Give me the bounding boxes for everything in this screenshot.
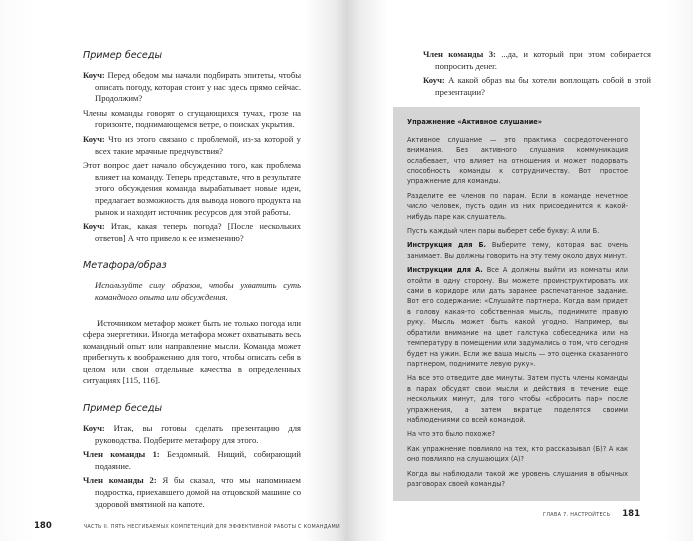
dialog-line (83, 475, 301, 510)
exercise-paragraph: Разделите ее членов по парам. Если в команде нечетное число человек, пусть один из них присоединится к какой-нибудь паре как слушатель. (407, 191, 628, 221)
speaker: Член команды 1: (83, 449, 160, 460)
italic-note: Используйте силу образов, чтобы ухватить суть командного опыта или обсуждения. (95, 280, 301, 302)
exercise-paragraph: Как упражнение повлияло на тех, кто рассказывал (Б)? А как оно повлияло на слушающих (А)? (407, 444, 628, 464)
exercise-title: Упражнение «Активное слушание» (407, 118, 543, 127)
exercise-paragraph: Когда вы наблюдали такой же уровень слушания в обычных разговорах своей команды? (407, 469, 628, 488)
right-page-column (393, 49, 652, 520)
left-page-column (34, 49, 340, 532)
exercise-box (393, 107, 640, 501)
dialog-line (83, 134, 301, 157)
section-heading: Метафора/образ (83, 260, 167, 272)
right-footer (393, 501, 640, 519)
speaker: Член команды 2: (83, 475, 157, 486)
exercise-paragraph: На что это было похоже? (407, 430, 495, 439)
dialog-text: А какой образ вы бы хотели воплощать собой в этой презентации? (435, 75, 651, 97)
speaker: Коуч: (83, 221, 105, 232)
dialog-text: Я бы сказал, что мы напоминаем подростка, приехавшего домой на отцовской машине со здоровой вмятиной на капоте. (95, 475, 301, 509)
instruction-label: Инструкция для Б. (407, 241, 486, 250)
page-number: 180 (34, 521, 52, 532)
dialog-text: ...да, и который при этом собирается попросить денег. (435, 49, 652, 71)
body-paragraph: Источником метафор может быть не только погода или сфера энергетики. Иногда метафора может охватывать весь командный опыт или направление мысли. Команда может прибегнуть к воображению для того, чтобы описать себя в целом или свои отдельные качества в определенных ситуациях [115, 116]. (83, 317, 301, 386)
dialog-text: Что из этого связано с проблемой, из-за которой у всех такие мрачные предчувствия? (95, 133, 301, 156)
speaker: Коуч: (423, 75, 445, 86)
dialog-line (423, 49, 651, 72)
exercise-paragraph (407, 240, 628, 261)
exercise-paragraph (407, 265, 628, 369)
page-number: 181 (622, 509, 640, 520)
instruction-text: Все А должны выйти из комнаты или отойти в одну сторону. Вы можете проинструктировать их сами в коридоре или дать заранее распечатанное задание. Вот его содержание: «Слушайте партнера. Когда вам придет в голову какая-то собственная мысль, поднимите правую руку. Мысль может быть какой угодно. Например, вы обратили внимание на цвет галстука собеседника или на температуру в помещении или задумались о том, что сегодня будет на ужин. Если же ваша мысль — это оценка сказанного партнером, поднимите левую руку». (407, 266, 629, 368)
exercise-paragraph: На все это отведите две минуты. Затем пусть члены команды в парах обсудят свои мысли и действия в течение еще нескольких минут, для того чтобы «сбросить пар» после упражнения, а затем вкратце поделятся своими наблюдениями со всей командой. (407, 374, 628, 424)
section-heading: Пример беседы (83, 403, 163, 415)
dialog-line (83, 221, 301, 244)
dialog-line (83, 449, 301, 472)
speaker: Коуч: (83, 133, 105, 144)
dialog-text: Бездомный. Нищий, собирающий подаяние. (95, 449, 302, 471)
instruction-label: Инструкции для А. (407, 266, 483, 275)
dialog-line (83, 70, 301, 105)
left-footer (34, 513, 340, 532)
dialog-text: Итак, вы готовы сделать презентацию для руководства. Подберите метафору для этого. (95, 423, 301, 445)
dialog-line (83, 423, 301, 446)
running-head: ГЛАВА 7. НАСТРОЙТЕСЬ (543, 512, 611, 519)
dialog-text: Перед обедом мы начали подбирать эпитеты, чтобы описать погоду, которая стоит у нас здесь прямо сейчас. Продолжим? (95, 70, 301, 104)
speaker: Коуч: (83, 70, 105, 80)
narrative-line: Члены команды говорят о сгущающихся тучах, грозе на горизонте, поднимающемся ветре, о поисках укрытия. (83, 107, 301, 130)
speaker: Член команды 3: (423, 49, 496, 59)
instruction-text: Выберите тему, которая вас очень занимает. Вы должны говорить на эту тему около двух минут. (407, 241, 628, 260)
dialog-text: Итак, какая теперь погода? [После нескольких ответов] А что привело к ее изменению? (95, 221, 301, 243)
exercise-paragraph: Пусть каждый член пары выберет себе букву: А или Б. (407, 227, 600, 236)
speaker: Коуч: (83, 423, 105, 434)
narrative-line: Этот вопрос дает начало обсуждению того, как проблема влияет на команду. Теперь представьте, что в результате этого обсуждения команда вырабатывает новые идеи, предлагает возможность для вывода нового продукта на рынок и находит источник ресурсов для этой работы. (83, 160, 301, 217)
dialog-line (423, 75, 651, 98)
section-heading: Пример беседы (83, 50, 163, 61)
running-head: ЧАСТЬ II. ПЯТЬ НЕСГИБАЕМЫХ КОМПЕТЕНЦИЙ ДЛЯ ЭФФЕКТИВНОЙ РАБОТЫ С КОМАНДАМИ (83, 524, 340, 531)
exercise-paragraph: Активное слушание — это практика сосредоточенного внимания. Без активного слушания коммуникация ослабевает, что влияет на отношения и может подорвать способность команды к сотрудничеству. Вот простое упражнение для команды. (407, 135, 628, 186)
